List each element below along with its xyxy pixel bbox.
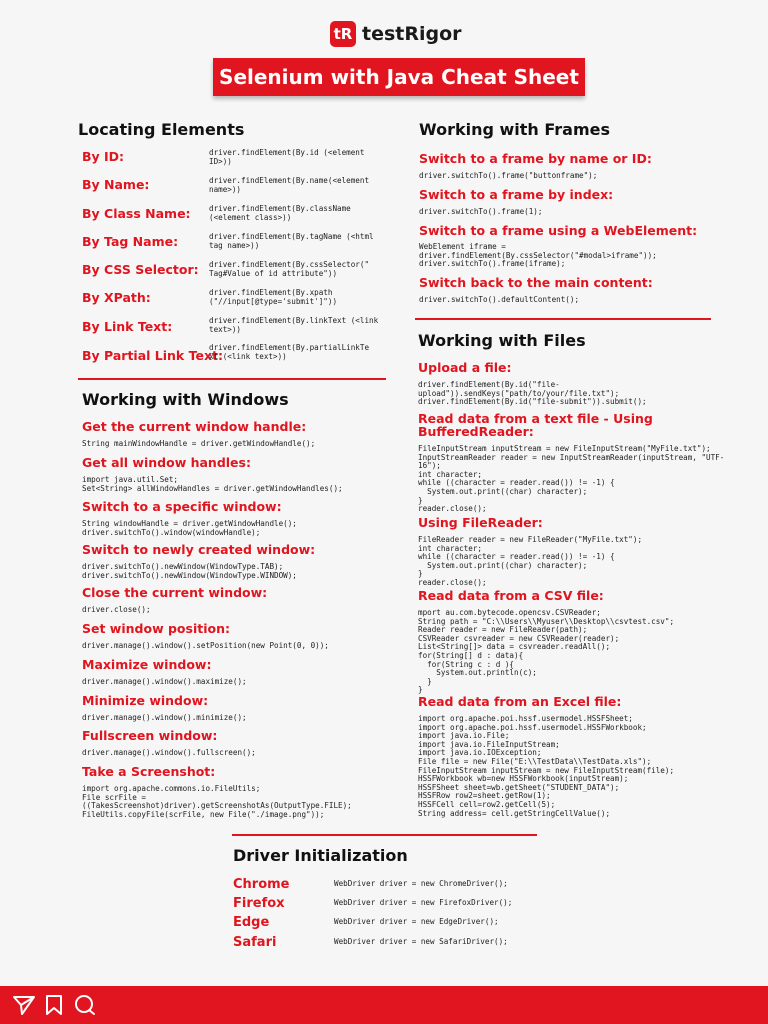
files-item-label: Read data from a text file - Using BufferedReader: <box>418 411 653 439</box>
locating-elements-heading: Locating Elements <box>78 120 245 139</box>
windows-item-label: Switch to a specific window: <box>82 499 282 514</box>
locator-code: driver.findElement(By.id (<element ID>)) <box>209 148 370 166</box>
frames-item-code: driver.switchTo().defaultContent(); <box>419 295 580 304</box>
bookmark-icon[interactable] <box>42 994 66 1016</box>
section-divider <box>415 318 711 320</box>
send-icon[interactable] <box>12 994 36 1016</box>
windows-item-code: String windowHandle = driver.getWindowHandle(); driver.switchTo().window(windowHandle); <box>82 519 297 537</box>
logo-badge: tR <box>330 21 356 47</box>
frames-item-label: Switch back to the main content: <box>419 275 653 290</box>
frames-item-label: Switch to a frame by name or ID: <box>419 151 652 166</box>
section-divider <box>78 378 386 380</box>
working-with-windows-heading: Working with Windows <box>82 390 289 409</box>
working-with-files-heading: Working with Files <box>418 331 586 350</box>
windows-item-label: Set window position: <box>82 621 230 636</box>
files-item-code: FileReader reader = new FileReader("MyFile.txt"); int character; while ((character = reader.read()) != -1) { System.out.print((char) character); } reader.close(); <box>418 535 643 587</box>
windows-item-label: Close the current window: <box>82 585 268 600</box>
files-item-code: driver.findElement(By.id("file- upload")).sendKeys("path/to/your/file.txt"); driver.findElement(By.id("file-submit")).submit(); <box>418 380 647 407</box>
files-item-code: mport au.com.bytecode.opencsv.CSVReader; String path = "C:\\Users\\Myuser\\Desktop\\csvtest.csv"; Reader reader = new FileReader(path); CSVReader csvreader = new CSVReader(reader); List<String[]> data = csvreader.readAll(); for(String[] d : data){ for(String c : d ){ System.out.println(c); } } <box>418 608 675 695</box>
frames-item-label: Switch to a frame by index: <box>419 187 614 202</box>
driver-label: Firefox <box>233 896 285 911</box>
windows-item-code: driver.close(); <box>82 605 151 614</box>
locator-code: driver.findElement(By.cssSelector(" Tag#Value of id attribute")) <box>209 260 374 278</box>
driver-initialization-heading: Driver Initialization <box>233 846 408 865</box>
windows-item-code: driver.manage().window().maximize(); <box>82 677 247 686</box>
windows-item-label: Minimize window: <box>82 693 209 708</box>
windows-item-code: import org.apache.commons.io.FileUtils; File scrFile = ((TakesScreenshot)driver).getScreenshotAs(OutputType.FILE); FileUtils.copyFile(scrFile, new File("./image.png")); <box>82 784 352 819</box>
locator-code: driver.findElement(By.className (<element class>)) <box>209 204 356 222</box>
locator-code: driver.findElement(By.partialLinkTe xt (<link text>)) <box>209 343 374 361</box>
windows-item-label: Maximize window: <box>82 657 212 672</box>
footer-bar <box>0 986 768 1024</box>
frames-item-code: driver.switchTo().frame(1); <box>419 207 543 216</box>
logo-text: testRigor <box>362 23 462 45</box>
frames-item-label: Switch to a frame using a WebElement: <box>419 223 698 238</box>
working-with-frames-heading: Working with Frames <box>419 120 611 139</box>
windows-item-code: driver.manage().window().setPosition(new Point(0, 0)); <box>82 641 329 650</box>
windows-item-code: driver.manage().window().fullscreen(); <box>82 748 256 757</box>
windows-item-code: String mainWindowHandle = driver.getWindowHandle(); <box>82 439 316 448</box>
locator-label: By XPath: <box>82 290 151 305</box>
driver-code: WebDriver driver = new EdgeDriver(); <box>334 917 499 926</box>
locator-label: By Partial Link Text: <box>82 348 223 363</box>
files-item-label: Using FileReader: <box>418 515 543 530</box>
frames-item-code: WebElement iframe = driver.findElement(By.cssSelector("#modal>iframe")); driver.switchTo().frame(iframe); <box>419 242 657 269</box>
windows-item-code: driver.manage().window().minimize(); <box>82 713 247 722</box>
locator-label: By CSS Selector: <box>82 262 199 277</box>
windows-item-label: Fullscreen window: <box>82 728 218 743</box>
windows-item-label: Take a Screenshot: <box>82 764 216 779</box>
locator-label: By Link Text: <box>82 319 173 334</box>
comment-icon[interactable] <box>72 994 96 1016</box>
locator-code: driver.findElement(By.xpath ("//input[@type='submit']")) <box>209 288 338 306</box>
section-divider <box>232 834 537 836</box>
locator-label: By ID: <box>82 149 125 164</box>
driver-code: WebDriver driver = new FirefoxDriver(); <box>334 898 513 907</box>
driver-label: Chrome <box>233 877 290 892</box>
frames-item-code: driver.switchTo().frame("buttonframe"); <box>419 171 598 180</box>
locator-code: driver.findElement(By.name(<element name>)) <box>209 176 374 194</box>
files-item-code: FileInputStream inputStream = new FileInputStream("MyFile.txt"); InputStreamReader reader = new InputStreamReader(inputStream, "UTF- 16"); int character; while ((character = reader.read()) != -1) { System.out.print((char) character); } reader.close(); <box>418 444 725 514</box>
windows-item-code: driver.switchTo().newWindow(WindowType.TAB); driver.switchTo().newWindow(WindowType.WINDOW); <box>82 562 297 580</box>
files-item-code: import org.apache.poi.hssf.usermodel.HSSFSheet; import org.apache.poi.hssf.usermodel.HSSFWorkbook; import java.io.File; import java.io.FileInputStream; import java.io.IOException; File file = new File("E:\\TestData\\TestData.xls"); FileInputStream inputStream = new FileInputStream(file); HSSFWorkbook wb=new HSSFWorkbook(inputStream); HSSFSheet sheet=wb.getSheet("STUDENT_DATA"); HSSFRow row2=sheet.getRow(1); HSSFCell cell=row2.getCell(5); String address= cell.getStringCellValue(); <box>418 714 675 818</box>
driver-label: Safari <box>233 935 277 950</box>
page-title: Selenium with Java Cheat Sheet <box>213 58 585 96</box>
files-item-label: Read data from an Excel file: <box>418 694 622 709</box>
locator-label: By Class Name: <box>82 206 191 221</box>
locator-code: driver.findElement(By.linkText (<link text>)) <box>209 316 383 334</box>
files-item-label: Read data from a CSV file: <box>418 588 604 603</box>
windows-item-label: Switch to newly created window: <box>82 542 316 557</box>
files-item-label: Upload a file: <box>418 360 512 375</box>
windows-item-code: import java.util.Set; Set<String> allWindowHandles = driver.getWindowHandles(); <box>82 475 343 493</box>
driver-label: Edge <box>233 915 270 930</box>
locator-code: driver.findElement(By.tagName (<html tag name>)) <box>209 232 379 250</box>
driver-code: WebDriver driver = new SafariDriver(); <box>334 937 508 946</box>
locator-label: By Tag Name: <box>82 234 179 249</box>
driver-code: WebDriver driver = new ChromeDriver(); <box>334 879 508 888</box>
locator-label: By Name: <box>82 177 150 192</box>
windows-item-label: Get all window handles: <box>82 455 251 470</box>
windows-item-label: Get the current window handle: <box>82 419 307 434</box>
testrigor-logo <box>330 20 462 48</box>
